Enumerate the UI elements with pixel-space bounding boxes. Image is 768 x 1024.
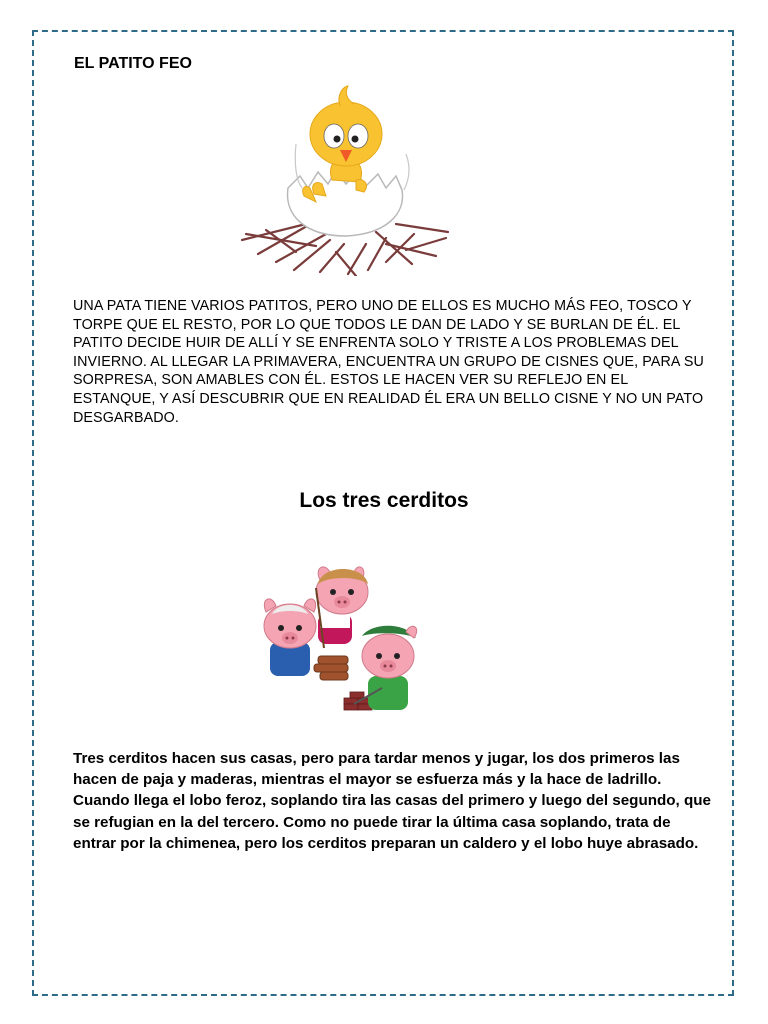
story-text-patito-feo: UNA PATA TIENE VARIOS PATITOS, PERO UNO DE ELLOS ES MUCHO MÁS FEO, TOSCO Y TORPE QUE EL RESTO, POR LO QUE TODOS LE DAN DE LADO Y SE BURLAN DE ÉL. EL PATITO DECIDE HUIR DE ALLÍ Y SE ENFRENTA SOLO Y TRISTE A LOS PROBLEMAS DEL INVIERNO. AL LLEGAR LA PRIMAVERA, ENCUENTRA UN GRUPO DE CISNES QUE, PARA SU SORPRESA, SON AMABLES CON ÉL. ESTOS LE HACEN VER SU REFLEJO EN EL ESTANQUE, Y ASÍ DESCUBRIR QUE EN REALIDAD ÉL ERA UN BELLO CISNE Y NO UN PATO DESGARBADO. xyxy=(73,298,704,426)
story-text-tres-cerditos: Tres cerditos hacen sus casas, pero para tardar menos y jugar, los dos primeros las hacen de paja y maderas, mientras el mayor se esfuerza más y la hace de ladrillo. Cuando llega el lobo feroz, soplando tira las casas del primero y luego del segundo, que se refugian en la del tercero. Como no puede tirar la última casa soplando, trata de entrar por la chimenea, pero los cerditos preparan un caldero y el lobo huye abrasado. xyxy=(73,750,712,852)
duckling-illustration xyxy=(236,84,452,276)
story-title-patito-feo: EL PATITO FEO xyxy=(74,55,192,72)
story-title-tres-cerditos: Los tres cerditos xyxy=(299,489,469,512)
three-pigs-illustration xyxy=(258,558,428,714)
